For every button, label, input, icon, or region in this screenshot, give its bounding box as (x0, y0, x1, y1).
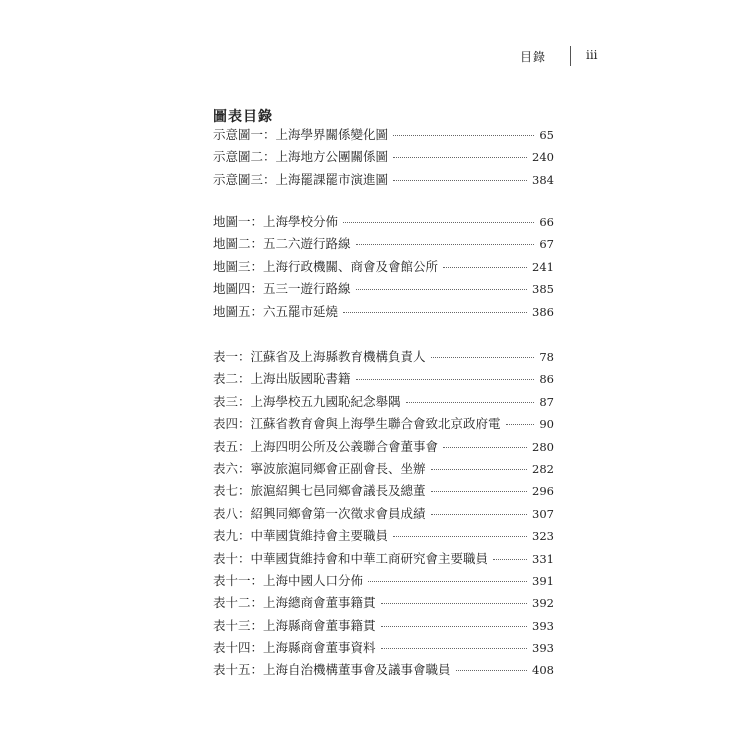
toc-entry-page: 67 (539, 237, 554, 252)
toc-entry (213, 257, 554, 279)
dot-leader (393, 135, 534, 136)
dot-leader (431, 357, 535, 358)
toc-entry-page: 86 (539, 372, 554, 387)
dot-leader (356, 379, 535, 380)
dot-leader (393, 536, 527, 537)
dot-leader (368, 581, 527, 582)
dot-leader (443, 267, 527, 268)
toc-entry (213, 414, 554, 436)
toc-entry-page: 331 (532, 551, 554, 566)
toc-entry-page: 386 (532, 304, 554, 319)
dot-leader (393, 180, 527, 181)
page-number: iii (586, 48, 598, 62)
toc-entry-label: 表三：上海學校五九國恥紀念舉隅 (213, 393, 401, 409)
toc-entry (213, 347, 554, 369)
toc-entry-label: 地圖一：上海學校分佈 (213, 214, 339, 229)
running-head-divider (570, 46, 571, 66)
dot-leader (381, 603, 528, 604)
toc-entry-page: 90 (539, 417, 554, 432)
toc-entry-page: 385 (532, 282, 554, 297)
toc-entry (213, 234, 554, 256)
toc-group-diagrams (213, 125, 554, 192)
running-head (520, 46, 680, 68)
running-head-section: 目錄 (520, 50, 547, 64)
toc-entry-label: 表四：江蘇省教育會與上海學生聯合會致北京政府電 (213, 416, 501, 432)
toc-entry (213, 279, 554, 301)
toc-entry-label: 表二：上海出版國恥書籍 (213, 371, 351, 387)
toc-group-tables (213, 347, 554, 683)
dot-leader (493, 559, 527, 560)
toc-entry (213, 504, 554, 526)
toc-entry-label: 表五：上海四明公所及公義聯合會董事會 (213, 438, 439, 454)
toc-entry-label: 表十二：上海總商會董事籍貫 (213, 595, 376, 611)
dot-leader (506, 424, 535, 425)
toc-entry-label: 表十一：上海中國人口分佈 (213, 572, 364, 588)
toc-entry-page: 241 (532, 259, 554, 274)
toc-entry (213, 170, 554, 192)
dot-leader (431, 491, 528, 492)
toc-entry (213, 369, 554, 391)
toc-entry (213, 302, 554, 324)
toc-entry (213, 459, 554, 481)
toc-entry (213, 212, 554, 234)
dot-leader (431, 514, 528, 515)
dot-leader (343, 312, 527, 313)
toc-entry-label: 表一：江蘇省及上海縣教育機構負責人 (213, 349, 426, 364)
toc-entry (213, 125, 554, 147)
toc-entry-label: 地圖三：上海行政機關、商會及會館公所 (213, 258, 439, 274)
toc-entry-label: 表七：旅滬紹興七邑同鄉會議長及總董 (213, 483, 426, 499)
toc-entry (213, 437, 554, 459)
dot-leader (381, 648, 528, 649)
toc-entry-page: 78 (539, 350, 554, 364)
toc-group-maps (213, 212, 554, 324)
toc-entry (213, 593, 554, 615)
toc-entry-page: 280 (532, 439, 554, 454)
dot-leader (356, 244, 535, 245)
toc-entry-label: 表十四：上海縣商會董事資料 (213, 640, 376, 656)
toc-entry-label: 表九：中華國貨維持會主要職員 (213, 528, 389, 544)
toc-entry-page: 282 (532, 461, 554, 476)
toc-entry-page: 391 (532, 573, 554, 588)
toc-entry (213, 660, 554, 682)
toc-entry-page: 65 (539, 128, 554, 142)
toc-entry (213, 392, 554, 414)
toc-entry-label: 地圖四：五三一遊行路線 (213, 281, 351, 297)
toc-entry (213, 616, 554, 638)
toc-entry (213, 481, 554, 503)
toc-entry-page: 323 (532, 529, 554, 544)
toc-entry (213, 147, 554, 169)
toc-entry-label: 表八：紹興同鄉會第一次徵求會員成績 (213, 505, 426, 521)
toc-entry (213, 549, 554, 571)
toc-entry-page: 296 (532, 484, 554, 499)
dot-leader (356, 289, 528, 290)
toc-entry-page: 240 (532, 150, 554, 165)
toc-entry-page: 384 (532, 172, 554, 187)
toc-entry-label: 地圖五：六五罷市延燒 (213, 303, 339, 319)
dot-leader (406, 402, 535, 403)
toc-entry-label: 示意圖三：上海罷課罷市演進圖 (213, 171, 389, 187)
toc-entry-page: 392 (532, 596, 554, 611)
page-title: 圖表目錄 (213, 109, 273, 125)
toc-entry-label: 表十：中華國貨維持會和中華工商研究會主要職員 (213, 550, 489, 566)
toc-entry (213, 571, 554, 593)
toc-entry-label: 地圖二：五二六遊行路線 (213, 236, 351, 252)
toc-entry (213, 638, 554, 660)
toc-entry-page: 66 (539, 215, 554, 229)
dot-leader (431, 469, 528, 470)
toc-entry (213, 526, 554, 548)
dot-leader (381, 626, 528, 627)
toc-entry-label: 表十三：上海縣商會董事籍貫 (213, 617, 376, 633)
toc-entry-label: 表十五：上海自治機構董事會及議事會職員 (213, 662, 451, 678)
dot-leader (393, 157, 527, 158)
toc-entry-page: 393 (532, 641, 554, 656)
toc-entry-label: 示意圖二：上海地方公團關係圖 (213, 149, 389, 165)
toc-entry-label: 示意圖一：上海學界關係變化圖 (213, 127, 389, 142)
toc-entry-label: 表六：寧波旅滬同鄉會正副會長、坐辦 (213, 460, 426, 476)
dot-leader (443, 447, 527, 448)
toc-entry-page: 87 (539, 394, 554, 409)
dot-leader (343, 222, 534, 223)
dot-leader (456, 670, 528, 671)
toc-entry-page: 307 (532, 506, 554, 521)
toc-entry-page: 393 (532, 618, 554, 633)
toc-entry-page: 408 (532, 663, 554, 678)
